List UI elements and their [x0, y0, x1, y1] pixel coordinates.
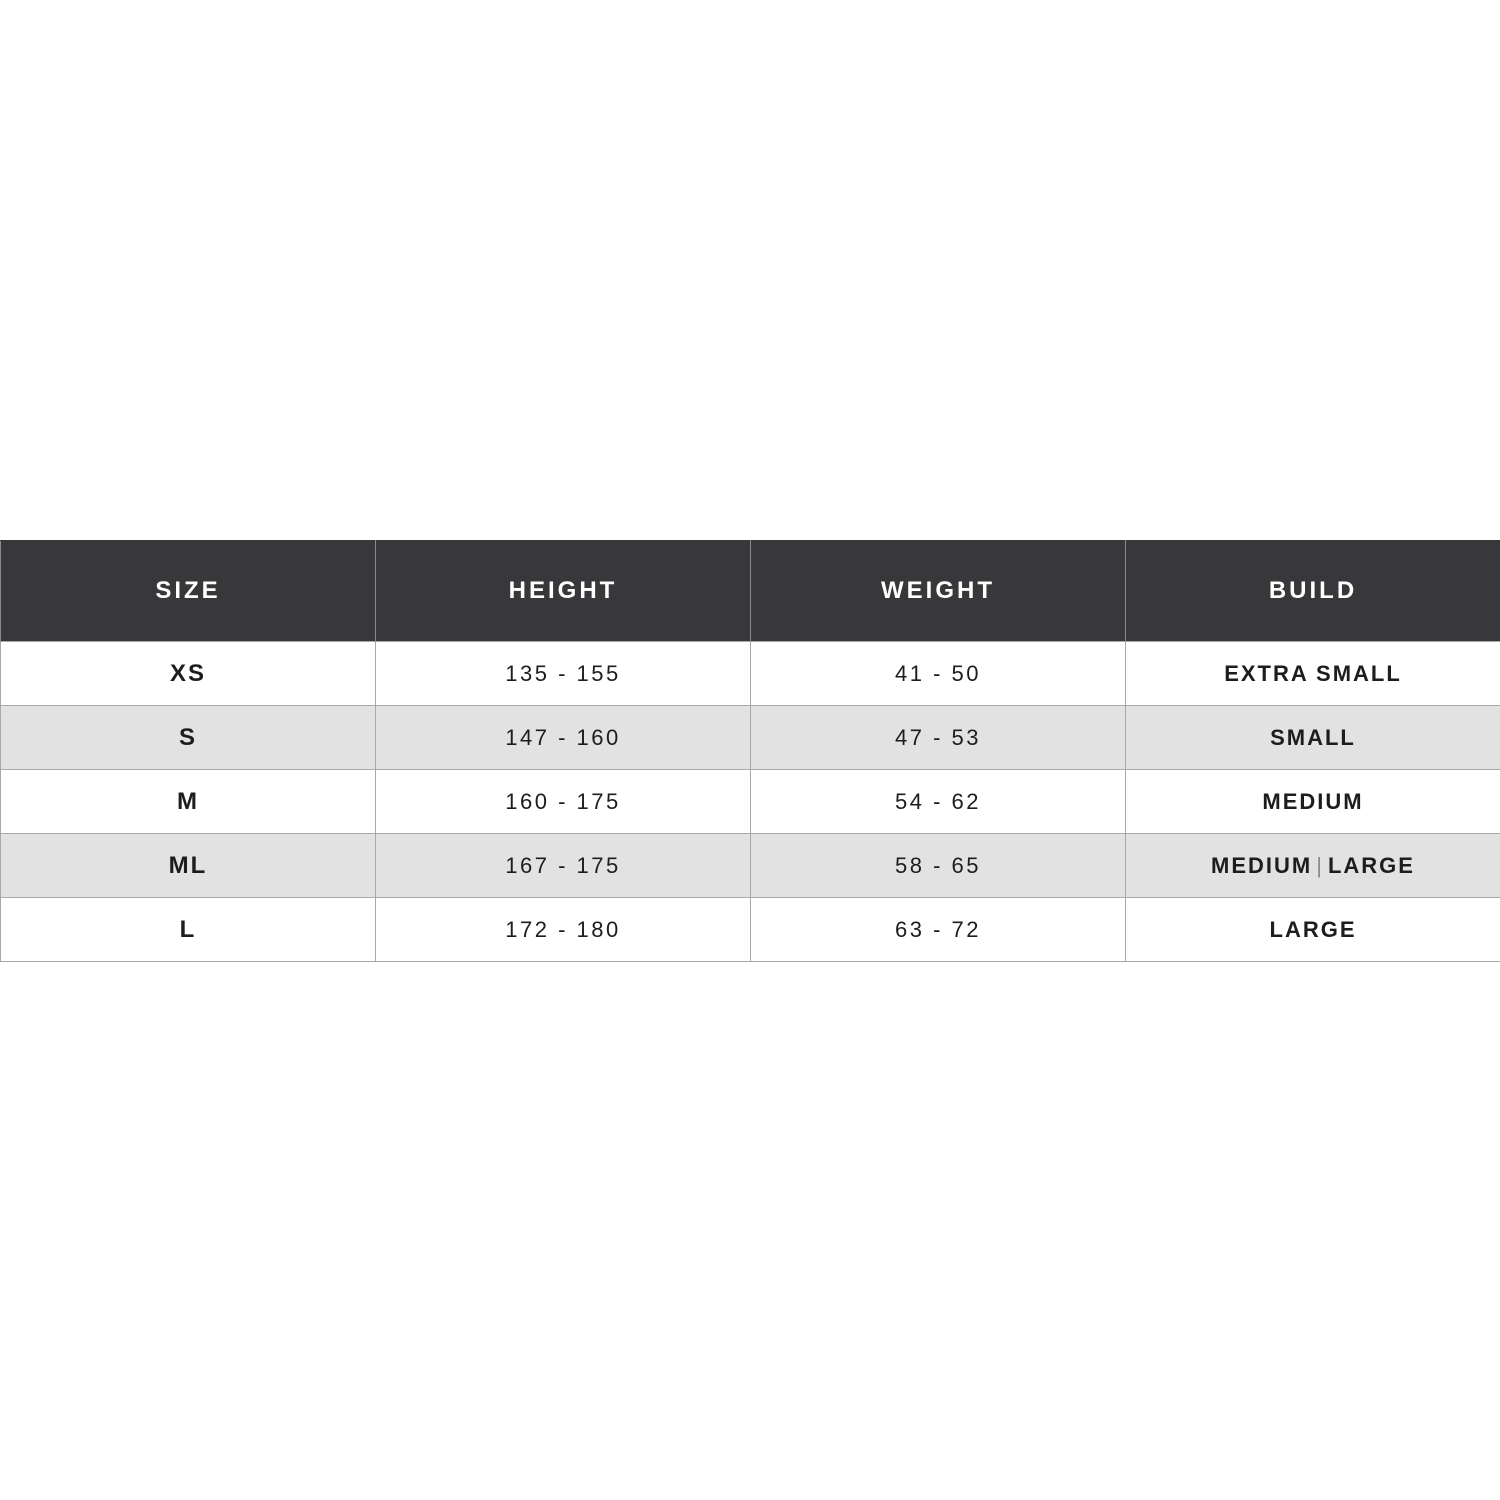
- build-cell: [1126, 770, 1500, 834]
- table-row: [1, 642, 1500, 706]
- header-height: HEIGHT: [376, 541, 751, 642]
- build-label: EXTRA SMALL: [1224, 660, 1402, 686]
- header-build: BUILD: [1126, 541, 1500, 642]
- build-label-secondary: LARGE: [1327, 852, 1415, 878]
- size-cell: ML: [1, 834, 376, 898]
- size-cell: XS: [1, 642, 376, 706]
- build-cell: [1126, 706, 1500, 770]
- height-cell: 172 - 180: [376, 898, 751, 962]
- build-label: MEDIUM: [1262, 788, 1364, 814]
- weight-cell: 54 - 62: [751, 770, 1126, 834]
- weight-cell: 41 - 50: [751, 642, 1126, 706]
- table-row: [1, 834, 1500, 898]
- build-separator: |: [1316, 852, 1324, 878]
- table-row: [1, 898, 1500, 962]
- table-header: [1, 541, 1500, 642]
- build-cell: [1126, 834, 1500, 898]
- weight-cell: 63 - 72: [751, 898, 1126, 962]
- height-cell: 167 - 175: [376, 834, 751, 898]
- build-cell: [1126, 898, 1500, 962]
- build-label: MEDIUM: [1211, 852, 1313, 878]
- build-cell: [1126, 642, 1500, 706]
- height-cell: 147 - 160: [376, 706, 751, 770]
- build-label: LARGE: [1269, 916, 1357, 942]
- height-cell: 135 - 155: [376, 642, 751, 706]
- weight-cell: 47 - 53: [751, 706, 1126, 770]
- weight-cell: 58 - 65: [751, 834, 1126, 898]
- table-row: [1, 770, 1500, 834]
- height-cell: 160 - 175: [376, 770, 751, 834]
- size-cell: L: [1, 898, 376, 962]
- header-size: SIZE: [1, 541, 376, 642]
- size-cell: M: [1, 770, 376, 834]
- table-body: [1, 642, 1500, 962]
- size-cell: S: [1, 706, 376, 770]
- header-weight: WEIGHT: [751, 541, 1126, 642]
- table-row: [1, 706, 1500, 770]
- header-row: [1, 541, 1500, 642]
- build-label: SMALL: [1270, 724, 1356, 750]
- size-chart-table: [0, 540, 1500, 962]
